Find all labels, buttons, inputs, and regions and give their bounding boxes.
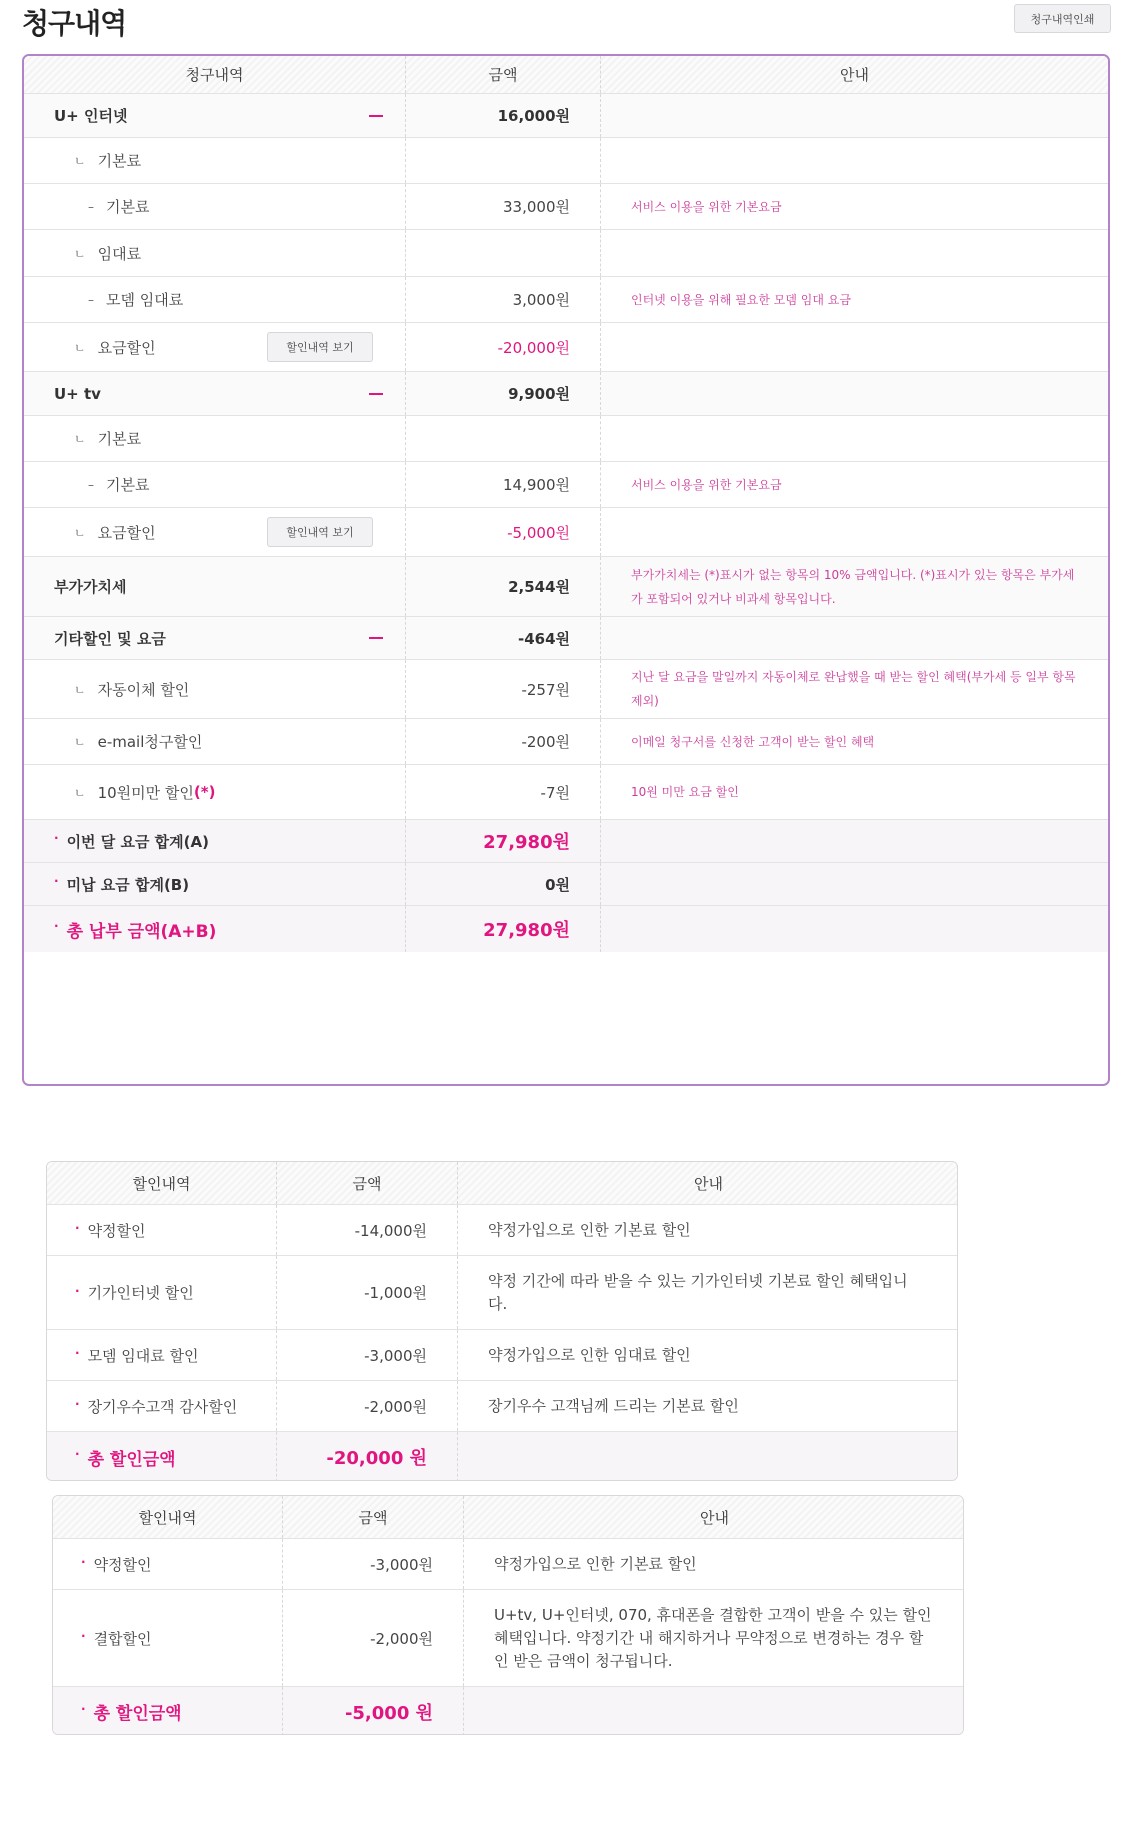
group-label: 기타할인 및 요금 (54, 629, 166, 648)
discount-amount: -14,000원 (276, 1205, 457, 1255)
group-amount: 2,544원 (405, 557, 600, 616)
discount-amount: -2,000원 (282, 1590, 463, 1686)
discount-total-row (47, 1432, 958, 1481)
item-info: 인터넷 이용을 위해 필요한 모뎀 임대 요금 (600, 277, 1108, 322)
corner-arrow-icon: ㄴ (74, 246, 86, 261)
item-amount (405, 230, 600, 276)
discount-amount: -1,000원 (276, 1256, 457, 1329)
item-amount: 33,000원 (405, 184, 600, 229)
item-amount: 14,900원 (405, 462, 600, 507)
dash-icon: – (88, 292, 94, 307)
summary-label: 미납 요금 합계(B) (66, 875, 190, 894)
summary-amount: 27,980원 (405, 820, 600, 862)
sub-row (24, 416, 1108, 462)
view-discount-button[interactable]: 할인내역 보기 (267, 332, 373, 362)
summary-info (600, 906, 1108, 952)
header-amount: 금액 (405, 56, 600, 93)
header-info: 안내 (457, 1162, 958, 1204)
group-row-internet (24, 94, 1108, 138)
item-amount: 3,000원 (405, 277, 600, 322)
dot-icon: · (75, 1397, 80, 1411)
item-info (600, 416, 1108, 461)
item-label: 10원미만 할인 (97, 783, 194, 802)
item-info: 10원 미만 요금 할인 (600, 765, 1108, 819)
item-amount (405, 138, 600, 183)
item-amount (405, 416, 600, 461)
summary-amount: 0원 (405, 863, 600, 905)
group-row-tv (24, 372, 1108, 416)
corner-arrow-icon: ㄴ (74, 682, 86, 697)
item-amount: -257원 (405, 660, 600, 718)
group-label: U+ 인터넷 (54, 107, 128, 125)
sub-row-discount (24, 508, 1108, 557)
item-info (600, 230, 1108, 276)
sub-row (24, 138, 1108, 184)
discount-info: 약정 기간에 따라 받을 수 있는 기가인터넷 기본료 할인 혜택입니다. (457, 1256, 958, 1329)
summary-label: 총 납부 금액(A+B) (66, 921, 217, 942)
item-info: 지난 달 요금을 말일까지 자동이체로 완납했을 때 받는 할인 혜택(부가세 등 일부 항목 제외) (600, 660, 1108, 718)
discount-total-amount: -5,000 원 (282, 1687, 463, 1735)
discount-amount: -3,000원 (282, 1539, 463, 1589)
item-amount: -5,000원 (405, 508, 600, 556)
summary-row-total (24, 906, 1108, 952)
discount-total-info (457, 1432, 958, 1481)
discount-row (53, 1539, 964, 1590)
corner-arrow-icon: ㄴ (74, 340, 86, 355)
header-info: 안내 (463, 1496, 964, 1538)
item-info: 서비스 이용을 위한 기본요금 (600, 462, 1108, 507)
item-info (600, 323, 1108, 371)
bill-table-header (24, 56, 1108, 94)
view-discount-button[interactable]: 할인내역 보기 (267, 517, 373, 547)
item-info (600, 508, 1108, 556)
print-bill-button[interactable]: 청구내역인쇄 (1014, 4, 1111, 33)
item-info (600, 138, 1108, 183)
corner-arrow-icon: ㄴ (74, 525, 86, 540)
group-amount: 9,900원 (405, 372, 600, 415)
discount-total-label: 총 할인금액 (93, 1704, 182, 1724)
sub-row (24, 230, 1108, 277)
discount-table-tv (52, 1495, 964, 1735)
item-info: 이메일 청구서를 신청한 고객이 받는 할인 혜택 (600, 719, 1108, 764)
discount-total-info (463, 1687, 964, 1735)
discount-row (47, 1256, 958, 1330)
sub-row (24, 462, 1108, 508)
discount-label: 장기우수고객 감사할인 (87, 1397, 238, 1416)
item-info: 서비스 이용을 위한 기본요금 (600, 184, 1108, 229)
summary-amount: 27,980원 (405, 906, 600, 952)
header-item: 할인내역 (138, 1508, 197, 1527)
dot-icon: · (81, 1555, 86, 1569)
discount-info: U+tv, U+인터넷, 070, 휴대폰을 결합한 고객이 받을 수 있는 할인 혜택입니다. 약정기간 내 해지하거나 무약정으로 변경하는 경우 할인 받은 금액이 청구됩니다. (463, 1590, 964, 1686)
item-label: 기본료 (97, 152, 142, 170)
corner-arrow-icon: ㄴ (74, 785, 86, 800)
dash-icon: – (88, 477, 94, 492)
corner-arrow-icon: ㄴ (74, 432, 86, 446)
dot-icon: · (81, 1629, 86, 1643)
discount-total-amount: -20,000 원 (276, 1432, 457, 1481)
sub-row-discount (24, 323, 1108, 372)
header-item: 할인내역 (132, 1174, 191, 1193)
discount-row (47, 1381, 958, 1432)
dot-icon: · (54, 831, 59, 845)
discount-total-label: 총 할인금액 (87, 1449, 176, 1470)
corner-arrow-icon: ㄴ (74, 154, 86, 168)
discount-header (53, 1496, 964, 1539)
header-amount: 금액 (282, 1496, 463, 1538)
dash-icon: – (88, 199, 94, 214)
discount-total-row (53, 1687, 964, 1735)
minus-icon[interactable] (369, 637, 383, 639)
summary-row-unpaid (24, 863, 1108, 906)
header-item: 청구내역 (185, 66, 244, 84)
item-label: 임대료 (97, 244, 142, 263)
sub-row (24, 719, 1108, 765)
item-label: 요금할인 (97, 523, 156, 542)
summary-label: 이번 달 요금 합계(A) (66, 832, 209, 851)
group-label: U+ tv (54, 384, 101, 403)
summary-info (600, 863, 1108, 905)
discount-label: 결합할인 (93, 1629, 152, 1648)
header-amount: 금액 (276, 1162, 457, 1204)
summary-row-this-month (24, 820, 1108, 863)
sub-row (24, 184, 1108, 230)
discount-info: 약정가입으로 인한 기본료 할인 (457, 1205, 958, 1255)
discount-header (47, 1162, 958, 1205)
group-info (600, 617, 1108, 659)
item-label: 기본료 (106, 198, 150, 216)
group-amount: 16,000원 (405, 94, 600, 137)
group-info (600, 94, 1108, 137)
item-amount: -20,000원 (405, 323, 600, 371)
group-amount: -464원 (405, 617, 600, 659)
summary-info (600, 820, 1108, 862)
item-label: 자동이체 할인 (97, 680, 190, 699)
item-label: 요금할인 (97, 338, 156, 357)
dot-icon: · (75, 1346, 80, 1360)
discount-label: 약정할인 (87, 1221, 146, 1240)
dot-icon: · (54, 919, 59, 933)
sub-row (24, 277, 1108, 323)
item-amount: -200원 (405, 719, 600, 764)
discount-info: 약정가입으로 인한 임대료 할인 (457, 1330, 958, 1380)
minus-icon[interactable] (369, 393, 383, 395)
group-label: 부가가치세 (54, 578, 127, 596)
discount-amount: -3,000원 (276, 1330, 457, 1380)
group-info (600, 372, 1108, 415)
dot-icon: · (75, 1283, 80, 1298)
dot-icon: · (75, 1447, 80, 1461)
page-title: 청구내역 (22, 7, 127, 40)
group-row-vat (24, 557, 1108, 617)
discount-label: 약정할인 (93, 1555, 152, 1574)
dot-icon: · (75, 1221, 80, 1235)
discount-row (53, 1590, 964, 1687)
discount-row (47, 1205, 958, 1256)
corner-arrow-icon: ㄴ (74, 735, 86, 749)
item-label: 모뎀 임대료 (106, 291, 184, 309)
item-label: 기본료 (97, 430, 142, 448)
group-row-other (24, 617, 1108, 660)
item-amount: -7원 (405, 765, 600, 819)
dot-icon: · (81, 1701, 86, 1716)
asterisk-marker: (*) (193, 783, 216, 801)
minus-icon[interactable] (369, 115, 383, 117)
discount-info: 약정가입으로 인한 기본료 할인 (463, 1539, 964, 1589)
discount-table-internet (46, 1161, 958, 1481)
discount-amount: -2,000원 (276, 1381, 457, 1431)
sub-row (24, 660, 1108, 719)
item-label: e-mail청구할인 (97, 733, 203, 751)
bill-table (22, 54, 1110, 1086)
header-info: 안내 (600, 56, 1108, 93)
discount-info: 장기우수 고객님께 드리는 기본료 할인 (457, 1381, 958, 1431)
discount-row (47, 1330, 958, 1381)
discount-label: 모뎀 임대료 할인 (87, 1346, 199, 1365)
sub-row (24, 765, 1108, 820)
discount-label: 기가인터넷 할인 (87, 1284, 194, 1302)
group-info: 부가가치세는 (*)표시가 없는 항목의 10% 금액입니다. (*)표시가 있는 항목은 부가세가 포함되어 있거나 비과세 항목입니다. (600, 557, 1108, 616)
dot-icon: · (54, 874, 59, 888)
item-label: 기본료 (106, 476, 150, 494)
